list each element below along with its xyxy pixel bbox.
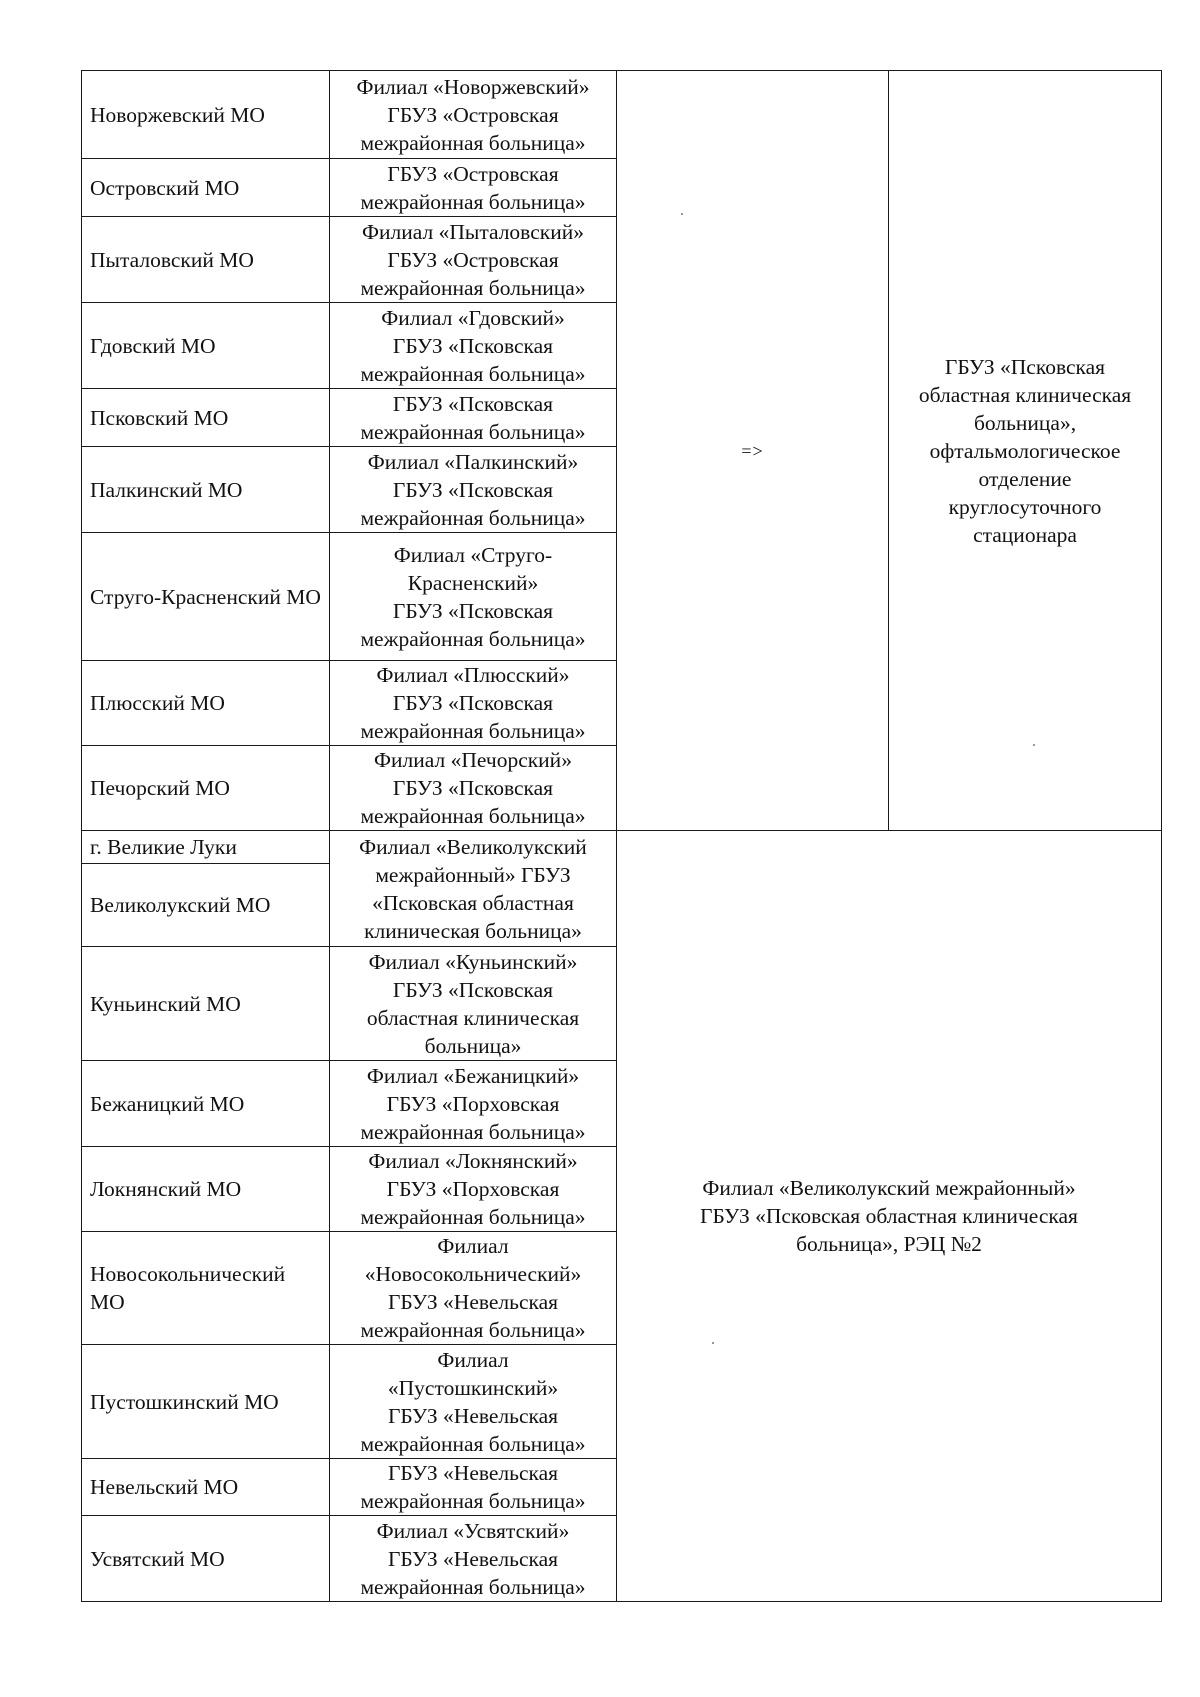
destination-line: круглосуточного: [948, 494, 1102, 519]
hospital-line: Филиал «Печорский»: [374, 748, 572, 772]
hospital-cell: [330, 746, 617, 831]
hospital-cell: [330, 947, 617, 1061]
hospital-line: ГБУЗ «Островская: [387, 161, 559, 186]
district-cell: Усвятский МО: [82, 1516, 330, 1602]
district-cell: Локнянский МО: [82, 1147, 330, 1232]
hospital-line: межрайонная больница»: [360, 505, 586, 530]
hospital-cell: [330, 1061, 617, 1147]
hospital-line: межрайонная больница»: [360, 1318, 586, 1342]
hospital-line: Филиал «Новоржевский»: [356, 74, 590, 99]
destination-line: ГБУЗ «Псковская: [944, 354, 1106, 379]
destination-line: ГБУЗ «Псковская областная клиническая: [700, 1204, 1078, 1228]
hospital-line: Филиал «Гдовский»: [381, 305, 565, 330]
district-cell: г. Великие Луки: [82, 831, 330, 864]
destination-line: областная клиническая: [918, 382, 1132, 407]
hospital-line: межрайонный» ГБУЗ: [375, 862, 571, 887]
hospital-cell: [330, 1345, 617, 1459]
hospital-line: ГБУЗ «Псковская: [392, 333, 554, 358]
hospital-line: Филиал «Бежаницкий»: [366, 1063, 580, 1088]
destination-line: офтальмологическое: [929, 438, 1121, 463]
hospital-line: ГБУЗ «Псковская: [392, 691, 554, 715]
hospital-line: ГБУЗ «Псковская: [392, 776, 554, 800]
hospital-line: Филиал «Куньинский»: [368, 949, 578, 974]
hospital-line: ГБУЗ «Островская: [387, 102, 559, 127]
district-cell: Островский МО: [82, 159, 330, 217]
scan-speck: [1033, 744, 1035, 746]
hospital-line: ГБУЗ «Невельская: [387, 1546, 559, 1571]
hospital-line: больница»: [424, 1033, 522, 1058]
scan-speck: [681, 213, 683, 215]
district-cell: Пыталовский МО: [82, 217, 330, 303]
hospital-line: «Новосокольнический»: [364, 1262, 582, 1286]
hospital-line: межрайонная больница»: [360, 626, 586, 651]
hospital-cell: [330, 389, 617, 447]
district-cell: Палкинский МО: [82, 447, 330, 533]
hospital-line: «Псковская областная: [372, 890, 574, 915]
hospital-line: Филиал «Палкинский»: [367, 449, 579, 474]
hospital-cell: [330, 1516, 617, 1602]
district-cell: Плюсский МО: [82, 661, 330, 746]
scan-speck: [712, 1342, 714, 1344]
hospital-line: ГБУЗ «Порховская: [386, 1177, 560, 1201]
hospital-line: областная клиническая: [366, 1005, 580, 1030]
destination-line: больница», РЭЦ №2: [796, 1232, 982, 1256]
hospital-line: Филиал «Струго-: [393, 542, 553, 567]
hospital-line: межрайонная больница»: [360, 1431, 586, 1456]
district-cell: Псковский МО: [82, 389, 330, 447]
district-cell: Пустошкинский МО: [82, 1345, 330, 1459]
destination-cell-1: [889, 71, 1162, 831]
district-cell: Печорский МО: [82, 746, 330, 831]
hospital-cell: [330, 1232, 617, 1345]
hospital-line: Филиал «Усвятский»: [376, 1518, 570, 1543]
district-cell: Бежаницкий МО: [82, 1061, 330, 1147]
hospital-line: межрайонная больница»: [360, 419, 586, 444]
hospital-cell: [330, 303, 617, 389]
hospital-line: Филиал «Плюсский»: [376, 663, 570, 687]
destination-cell-2: [617, 831, 1162, 1602]
destination-line: больница»,: [973, 410, 1077, 435]
destination-line: Филиал «Великолукский межрайонный»: [702, 1176, 1076, 1200]
hospital-line: клиническая больница»: [364, 918, 582, 943]
district-cell: Невельский МО: [82, 1459, 330, 1516]
hospital-line: «Пустошкинский»: [387, 1375, 559, 1400]
arrow-cell: =>: [617, 71, 889, 831]
hospital-cell: [330, 533, 617, 661]
hospital-cell: [330, 447, 617, 533]
hospital-line: ГБУЗ «Порховская: [386, 1091, 560, 1116]
district-cell: Новосокольнический МО: [82, 1232, 330, 1345]
hospital-line: Филиал: [437, 1347, 509, 1372]
hospital-cell: [330, 831, 617, 947]
hospital-line: межрайонная больница»: [360, 275, 586, 300]
hospital-line: межрайонная больница»: [360, 804, 586, 828]
hospital-line: ГБУЗ «Невельская: [387, 1290, 559, 1314]
hospital-line: ГБУЗ «Невельская: [387, 1461, 559, 1485]
hospital-cell: [330, 217, 617, 303]
hospital-line: межрайонная больница»: [360, 189, 586, 214]
hospital-line: межрайонная больница»: [360, 1574, 586, 1599]
hospital-line: межрайонная больница»: [360, 361, 586, 386]
hospital-line: ГБУЗ «Невельская: [387, 1403, 559, 1428]
destination-line: отделение: [978, 466, 1072, 491]
hospital-line: ГБУЗ «Псковская: [392, 477, 554, 502]
hospital-line: Красненский»: [407, 570, 539, 595]
hospital-line: межрайонная больница»: [360, 1205, 586, 1229]
hospital-line: Филиал «Пыталовский»: [362, 219, 584, 244]
hospital-line: межрайонная больница»: [360, 1489, 586, 1513]
routing-table: [81, 70, 1162, 1602]
hospital-line: Филиал «Локнянский»: [368, 1149, 578, 1173]
table-row: [82, 831, 1162, 864]
hospital-cell: [330, 661, 617, 746]
destination-line: стационара: [973, 522, 1077, 547]
hospital-line: Филиал «Великолукский: [359, 834, 587, 859]
hospital-line: межрайонная больница»: [360, 1119, 586, 1144]
hospital-cell: [330, 159, 617, 217]
district-cell: Гдовский МО: [82, 303, 330, 389]
hospital-line: ГБУЗ «Псковская: [392, 598, 554, 623]
district-cell: Струго-Красненский МО: [82, 533, 330, 661]
table-row: [82, 71, 1162, 159]
hospital-cell: [330, 1147, 617, 1232]
district-cell: Новоржевский МО: [82, 71, 330, 159]
hospital-line: ГБУЗ «Псковская: [392, 391, 554, 416]
hospital-line: Филиал: [437, 1234, 509, 1258]
hospital-line: ГБУЗ «Псковская: [392, 977, 554, 1002]
hospital-cell: [330, 71, 617, 159]
district-cell: Куньинский МО: [82, 947, 330, 1061]
hospital-line: межрайонная больница»: [360, 130, 586, 155]
hospital-line: ГБУЗ «Островская: [387, 247, 559, 272]
hospital-line: межрайонная больница»: [360, 719, 586, 743]
hospital-cell: [330, 1459, 617, 1516]
district-cell: Великолукский МО: [82, 864, 330, 947]
